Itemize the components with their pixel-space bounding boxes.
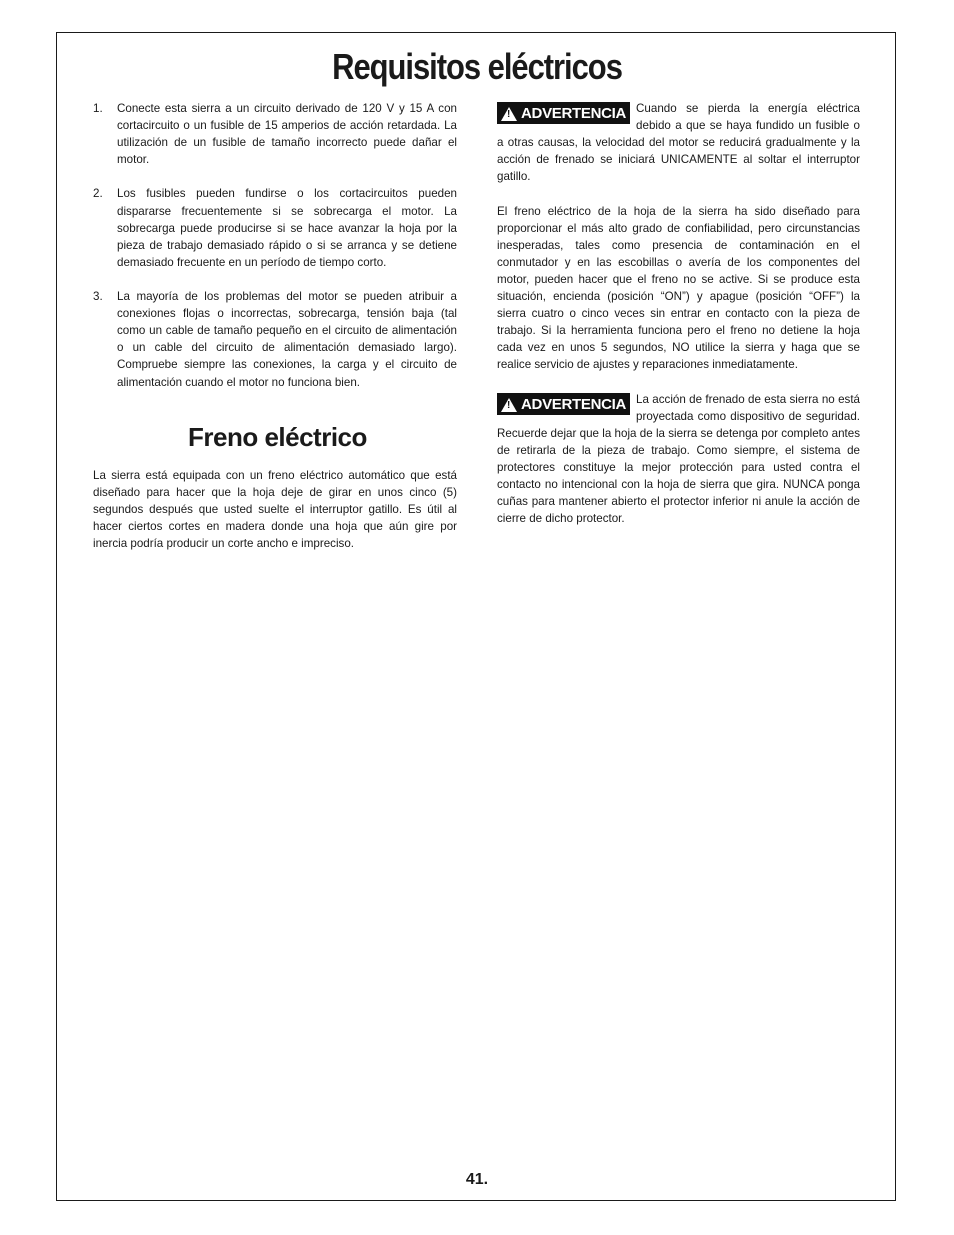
list-item [93, 288, 457, 391]
right-column [497, 100, 860, 544]
warning-triangle-icon [501, 107, 517, 121]
warning-badge-label: ADVERTENCIA [521, 105, 627, 122]
left-column [93, 100, 457, 552]
list-item-number: 3. [93, 290, 103, 304]
warning-badge [497, 102, 630, 124]
list-item-text: La mayoría de los problemas del motor se pueden atribuir a conexiones flojas o incorrectas, sobrecarga, tensión baja (tal como un cable de tamaño pequeño en el circuito de alimentación o un cable del circuito de alimentación demasiado largo). Compruebe siempre las conexiones, la carga y el circuito de alimentación cuando el motor no funciona bien. [117, 290, 457, 389]
list-item-number: 1. [93, 102, 103, 115]
list-item-text: Conecte esta sierra a un circuito derivado de 120 V y 15 A con cortacircuito o un fusible de 15 amperios de acción retardada. La utilización de un fusible de tamaño incorrecto puede dañar el motor. [117, 102, 457, 167]
page-title: Requisitos eléctricos [332, 46, 622, 87]
list-item [93, 185, 457, 270]
warning-badge [497, 393, 630, 415]
warning-text: Cuando se pierda la energía eléctrica debido a que se haya fundido un fusible o a otras causas, la velocidad del motor se reducirá gradualmente y la acción de frenado se iniciará UNICAMENTE al soltar el interruptor gatillo. [497, 102, 860, 184]
warning-block-2 [497, 391, 860, 528]
warning-triangle-icon [501, 398, 517, 412]
warning-badge-label: ADVERTENCIA [521, 395, 627, 413]
section-heading-brake: Freno eléctrico [188, 421, 367, 452]
warning-text: La acción de frenado de esta sierra no está proyectada como dispositivo de seguridad. Recuerde dejar que la hoja de la sierra se detenga por completo antes de retirarla de la pieza de trabajo. Como siempre, el sistema de protectores constituye la mejor protección para usted contra el contacto no intencional con la hoja de sierra que gira. NUNCA ponga cuñas para mantener abierto el protector inferior ni anule la acción de cierre de dicho protector. [497, 392, 860, 526]
list-item-number: 2. [93, 187, 103, 201]
page-number: 41. [465, 1171, 489, 1188]
list-item [93, 100, 457, 168]
list-item-text: Los fusibles pueden fundirse o los cortacircuitos pueden dispararse frecuentemente si se sobrecarga el motor. La sobrecarga puede producirse si se hace avanzar la hoja por la pieza de trabajo demasiado rápido o si se arranca y se detiene demasiado frecuente en un período de tiempo corto. [117, 187, 457, 269]
warning-block-1 [497, 100, 860, 185]
brake-paragraph: La sierra está equipada con un freno eléctrico automático que está diseñado para hacer que la hoja deje de girar en unos cinco (5) segundos después que usted suelte el interruptor gatillo. Es útil al hacer ciertos cortes en madera donde una hoja que aún gire por inercia podría producir un corte ancho e impreciso. [93, 468, 457, 550]
brake-reliability-paragraph: El freno eléctrico de la hoja de la sierra ha sido diseñado para proporcionar el más alto grado de confiabilidad, pero circunstancias inesperadas, tales como presencia de contaminación en el conmutador y en las escobillas o avería de los componentes del motor, pueden hacer que el freno no se active. Si se produce esta situación, encienda (posición “ON”) y apague (posición “OFF”) la sierra cuatro o cinco veces sin entrar en contacto con la pieza de trabajo. Si la herramienta funciona pero el freno no detiene la hoja cada vez en unos 5 segundos, NO utilice la sierra y haga que se realice servicio de ajustes y reparaciones inmediatamente. [497, 204, 860, 372]
